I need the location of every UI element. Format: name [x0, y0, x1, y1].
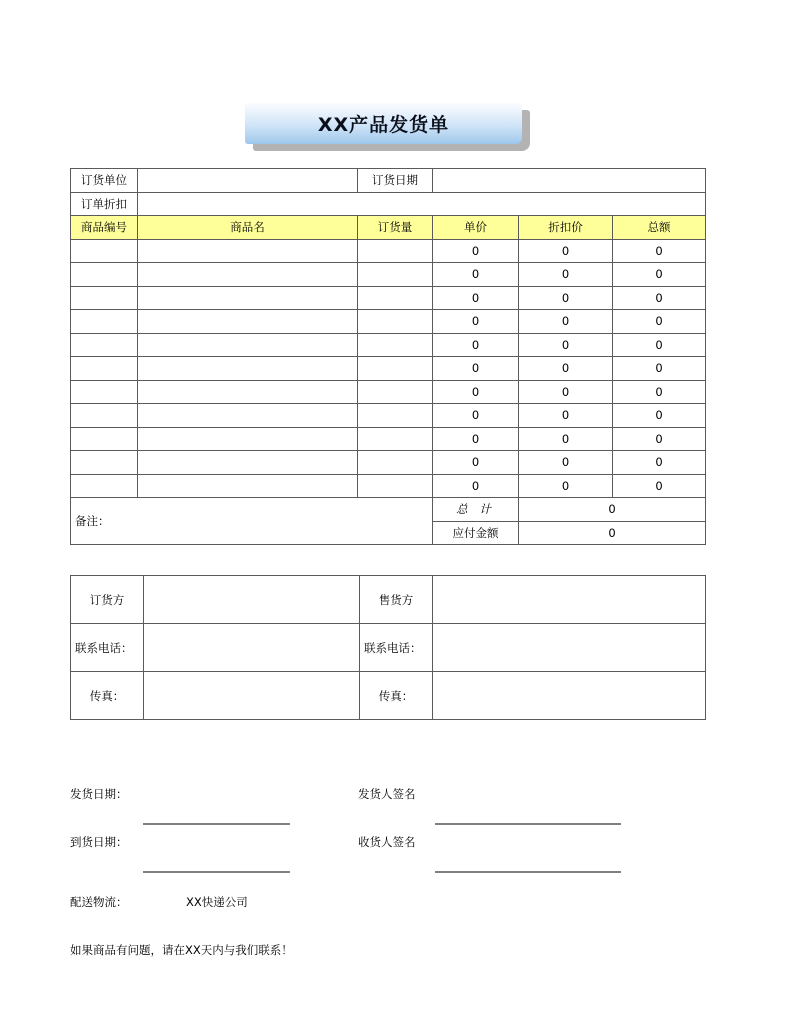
- cell-price[interactable]: 0: [433, 286, 519, 310]
- order-info-row-1: [71, 169, 706, 193]
- cell-code[interactable]: [71, 310, 138, 334]
- cell-code[interactable]: [71, 263, 138, 287]
- payable-label: 应付金额: [433, 521, 519, 545]
- cell-name[interactable]: [138, 333, 358, 357]
- cell-code[interactable]: [71, 357, 138, 381]
- cell-discount-price[interactable]: 0: [519, 263, 613, 287]
- return-policy-notice: 如果商品有问题，请在XX天内与我们联系！: [70, 943, 293, 957]
- cell-name[interactable]: [138, 404, 358, 428]
- order-date-input[interactable]: [433, 169, 706, 193]
- cell-price[interactable]: 0: [433, 239, 519, 263]
- cell-name[interactable]: [138, 427, 358, 451]
- order-unit-input[interactable]: [138, 169, 358, 193]
- cell-amount[interactable]: 0: [613, 474, 706, 498]
- contact-row-phone: [71, 624, 706, 672]
- table-row: [71, 310, 706, 334]
- table-row: [71, 286, 706, 310]
- cell-discount-price[interactable]: 0: [519, 427, 613, 451]
- payable-value: 0: [519, 521, 706, 545]
- seller-fax-input[interactable]: [433, 672, 706, 720]
- cell-name[interactable]: [138, 286, 358, 310]
- cell-name[interactable]: [138, 380, 358, 404]
- order-unit-label: 订货单位: [71, 169, 138, 193]
- cell-code[interactable]: [71, 286, 138, 310]
- cell-amount[interactable]: 0: [613, 357, 706, 381]
- table-row: [71, 380, 706, 404]
- arrive-date-label: 到货日期：: [70, 835, 128, 849]
- cell-price[interactable]: 0: [433, 310, 519, 334]
- cell-amount[interactable]: 0: [613, 380, 706, 404]
- cell-qty[interactable]: [358, 427, 433, 451]
- cell-price[interactable]: 0: [433, 474, 519, 498]
- cell-discount-price[interactable]: 0: [519, 474, 613, 498]
- table-row: [71, 404, 706, 428]
- cell-amount[interactable]: 0: [613, 427, 706, 451]
- cell-price[interactable]: 0: [433, 357, 519, 381]
- cell-name[interactable]: [138, 239, 358, 263]
- cell-name[interactable]: [138, 310, 358, 334]
- cell-amount[interactable]: 0: [613, 404, 706, 428]
- table-row: [71, 427, 706, 451]
- seller-label: 售货方: [360, 576, 433, 624]
- cell-discount-price[interactable]: 0: [519, 357, 613, 381]
- cell-discount-price[interactable]: 0: [519, 286, 613, 310]
- order-discount-label: 订单折扣: [71, 192, 138, 216]
- order-discount-input[interactable]: [138, 192, 706, 216]
- buyer-fax-input[interactable]: [144, 672, 360, 720]
- column-header-price: 单价: [433, 216, 519, 240]
- receiver-signature-line[interactable]: [435, 871, 621, 873]
- cell-amount[interactable]: 0: [613, 451, 706, 475]
- cell-discount-price[interactable]: 0: [519, 310, 613, 334]
- cell-price[interactable]: 0: [433, 427, 519, 451]
- cell-amount[interactable]: 0: [613, 286, 706, 310]
- shipper-signature-label: 发货人签名: [358, 787, 416, 801]
- cell-code[interactable]: [71, 451, 138, 475]
- column-header-name: 商品名: [138, 216, 358, 240]
- buyer-phone-label: 联系电话：: [71, 624, 144, 672]
- document-title-banner: [245, 103, 530, 151]
- cell-code[interactable]: [71, 380, 138, 404]
- cell-qty[interactable]: [358, 333, 433, 357]
- total-label: 总 计: [433, 498, 519, 522]
- title-banner-plate: [245, 103, 522, 144]
- cell-code[interactable]: [71, 474, 138, 498]
- cell-price[interactable]: 0: [433, 380, 519, 404]
- buyer-fax-label: 传真：: [71, 672, 144, 720]
- column-header-code: 商品编号: [71, 216, 138, 240]
- arrive-date-line[interactable]: [143, 871, 290, 873]
- cell-qty[interactable]: [358, 451, 433, 475]
- buyer-label: 订货方: [71, 576, 144, 624]
- receiver-signature-label: 收货人签名: [358, 835, 416, 849]
- contact-row-party: [71, 576, 706, 624]
- cell-qty[interactable]: [358, 310, 433, 334]
- cell-price[interactable]: 0: [433, 263, 519, 287]
- seller-phone-input[interactable]: [433, 624, 706, 672]
- cell-name[interactable]: [138, 357, 358, 381]
- remark-field[interactable]: 备注：: [71, 498, 433, 545]
- buyer-input[interactable]: [144, 576, 360, 624]
- parties-contact-table: [70, 575, 706, 720]
- ship-date-line[interactable]: [143, 823, 290, 825]
- cell-discount-price[interactable]: 0: [519, 239, 613, 263]
- cell-qty[interactable]: [358, 286, 433, 310]
- column-header-discount-price: 折扣价: [519, 216, 613, 240]
- table-row: [71, 333, 706, 357]
- ship-date-label: 发货日期：: [70, 787, 128, 801]
- cell-discount-price[interactable]: 0: [519, 380, 613, 404]
- cell-discount-price[interactable]: 0: [519, 451, 613, 475]
- table-row: [71, 263, 706, 287]
- cell-amount[interactable]: 0: [613, 239, 706, 263]
- cell-price[interactable]: 0: [433, 333, 519, 357]
- cell-amount[interactable]: 0: [613, 333, 706, 357]
- logistics-value[interactable]: XX快递公司: [186, 895, 248, 909]
- cell-qty[interactable]: [358, 357, 433, 381]
- order-items-table: [70, 168, 706, 545]
- buyer-phone-input[interactable]: [144, 624, 360, 672]
- cell-code[interactable]: [71, 239, 138, 263]
- items-header-row: [71, 216, 706, 240]
- cell-discount-price[interactable]: 0: [519, 333, 613, 357]
- shipper-signature-line[interactable]: [435, 823, 621, 825]
- cell-qty[interactable]: [358, 263, 433, 287]
- cell-code[interactable]: [71, 404, 138, 428]
- cell-price[interactable]: 0: [433, 404, 519, 428]
- cell-price[interactable]: 0: [433, 451, 519, 475]
- cell-name[interactable]: [138, 451, 358, 475]
- cell-name[interactable]: [138, 263, 358, 287]
- order-info-row-2: [71, 192, 706, 216]
- cell-qty[interactable]: [358, 404, 433, 428]
- seller-phone-label: 联系电话：: [360, 624, 433, 672]
- table-row: [71, 239, 706, 263]
- cell-qty[interactable]: [358, 474, 433, 498]
- page-title: XX产品发货单: [317, 114, 450, 136]
- total-value: 0: [519, 498, 706, 522]
- cell-discount-price[interactable]: 0: [519, 404, 613, 428]
- cell-code[interactable]: [71, 333, 138, 357]
- cell-amount[interactable]: 0: [613, 263, 706, 287]
- seller-input[interactable]: [433, 576, 706, 624]
- cell-qty[interactable]: [358, 380, 433, 404]
- cell-amount[interactable]: 0: [613, 310, 706, 334]
- seller-fax-label: 传真：: [360, 672, 433, 720]
- cell-name[interactable]: [138, 474, 358, 498]
- column-header-amount: 总额: [613, 216, 706, 240]
- table-row: [71, 357, 706, 381]
- column-header-qty: 订货量: [358, 216, 433, 240]
- cell-qty[interactable]: [358, 239, 433, 263]
- logistics-label: 配送物流：: [70, 895, 128, 909]
- summary-row-total: [71, 498, 706, 522]
- order-date-label: 订货日期: [358, 169, 433, 193]
- table-row: [71, 474, 706, 498]
- contact-row-fax: [71, 672, 706, 720]
- cell-code[interactable]: [71, 427, 138, 451]
- table-row: [71, 451, 706, 475]
